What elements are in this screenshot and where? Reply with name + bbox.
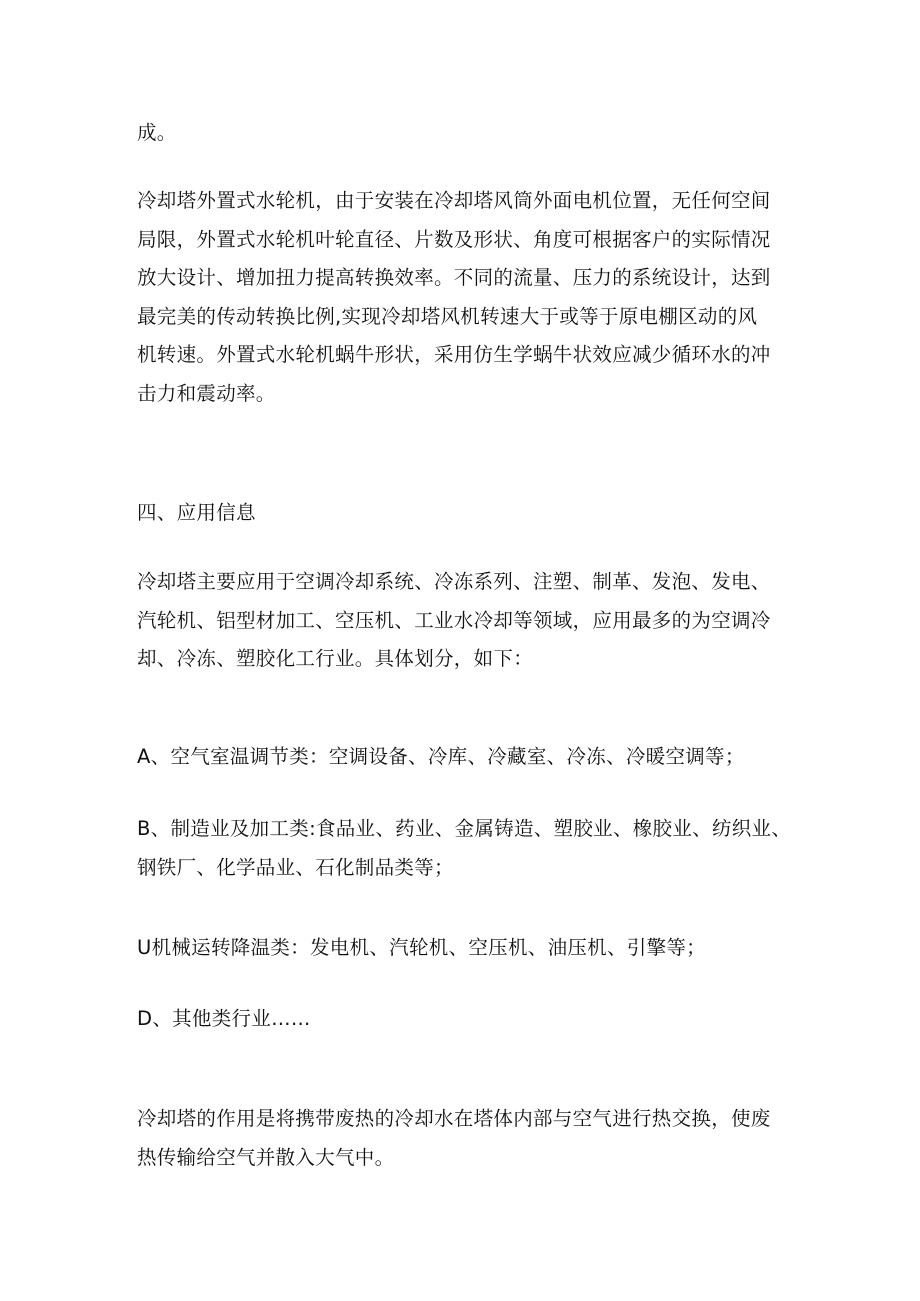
text-line: 冷却塔外置式水轮机，由于安装在冷却塔风筒外面电机位置，无任何空间 xyxy=(137,189,771,212)
text-line: 钢铁厂、化学品业、石化制品类等； xyxy=(137,855,454,879)
text-line: A、空气室温调节类：空调设备、冷库、冷藏室、冷冻、冷暖空调等； xyxy=(137,745,745,768)
text-line: 最完美的传动转换比例,实现冷却塔风机转速大于或等于原电棚区动的风 xyxy=(137,304,758,328)
list-item-a xyxy=(137,738,787,777)
text-line: 击力和震动率。 xyxy=(137,381,276,405)
paragraph-continuation xyxy=(137,114,787,153)
list-item-b xyxy=(137,810,792,887)
list-item-d xyxy=(137,1000,787,1039)
paragraph-function xyxy=(137,1100,787,1177)
text-line: 冷却塔的作用是将携带废热的冷却水在塔体内部与空气进行热交换，使废 xyxy=(137,1107,771,1130)
list-item-c xyxy=(137,929,787,968)
text-line: U机械运转降温类：发电机、汽轮机、空压机、油压机、引擎等； xyxy=(137,936,706,959)
text-line: 放大设计、增加扭力提高转换效率。不同的流量、压力的系统设计，达到 xyxy=(137,266,771,289)
text-line: 热传输给空气并散入大气中。 xyxy=(137,1145,395,1169)
heading-text: 四、应用信息 xyxy=(137,501,256,524)
text-line: 局限，外置式水轮机叶轮直径、片数及形状、角度可根据客户的实际情况 xyxy=(137,227,771,251)
text-line: 成。 xyxy=(137,121,177,144)
text-line: B、制造业及加工类:食品业、药业、金属铸造、塑胶业、橡胶业、纺织业、 xyxy=(137,817,792,840)
paragraph-external-turbine xyxy=(137,182,787,413)
paragraph-application-intro xyxy=(137,563,787,679)
text-line: 汽轮机、铝型材加工、空压机、工业水冷却等领域，应用最多的为空调冷 xyxy=(137,608,771,632)
text-line: 冷却塔主要应用于空调冷却系统、冷冻系列、注塑、制革、发泡、发电、 xyxy=(137,570,771,593)
text-line: 却、冷冻、塑胶化工行业。具体划分，如下： xyxy=(137,647,534,670)
text-line: 机转速。外置式水轮机蜗牛形状，采用仿生学蜗牛状效应减少循环水的冲 xyxy=(137,343,771,366)
text-line: D、其他类行业…… xyxy=(137,1007,311,1030)
section-heading-application xyxy=(137,494,787,533)
